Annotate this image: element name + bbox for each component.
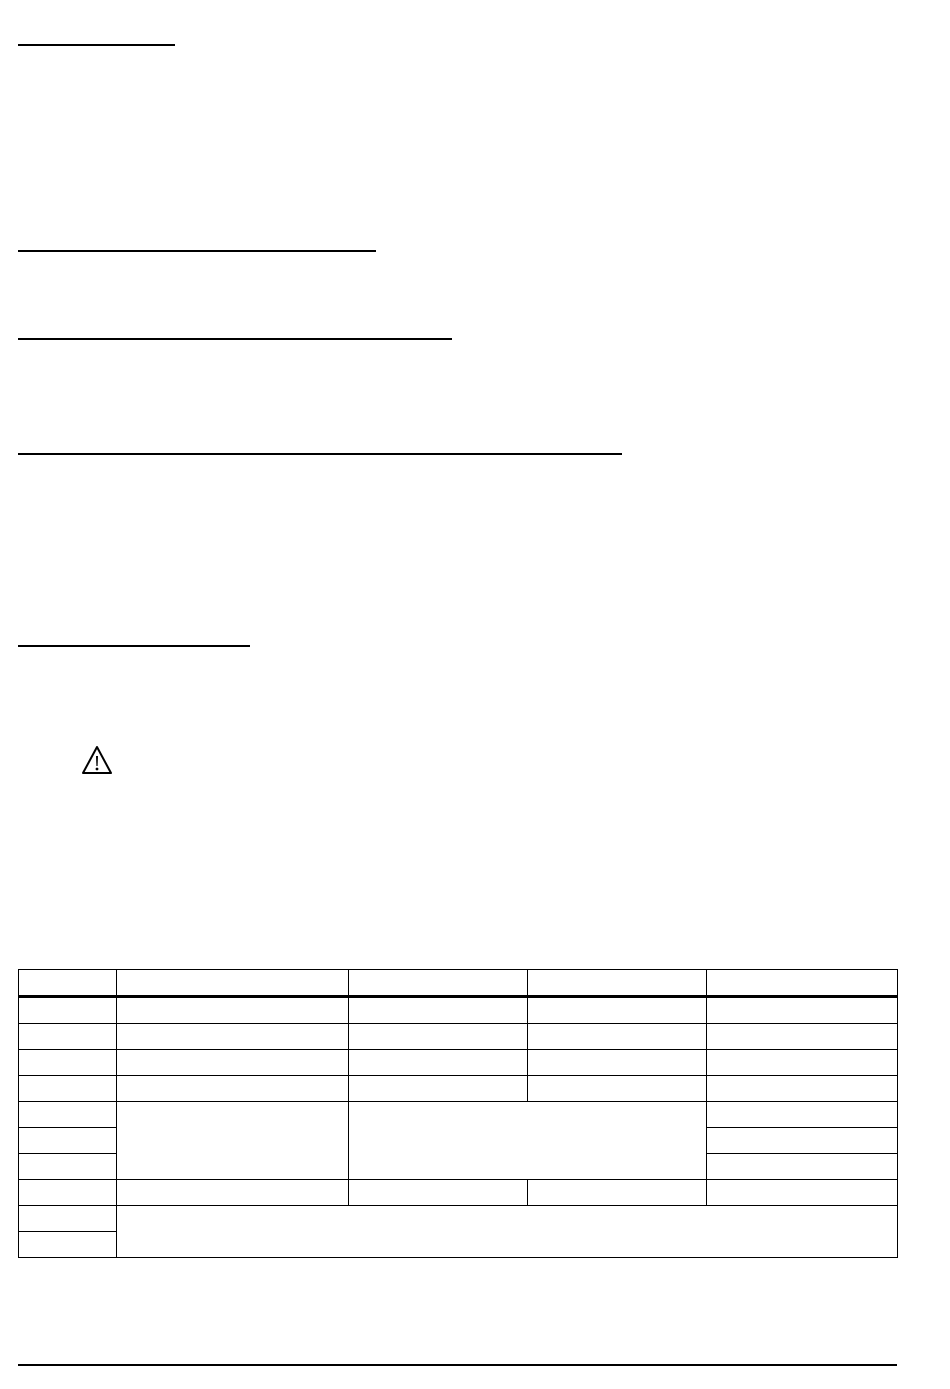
table-cell — [528, 1076, 707, 1102]
table-cell — [707, 1102, 898, 1128]
data-table — [18, 969, 898, 1258]
table-row — [19, 1024, 898, 1050]
section-heading-underline-2 — [18, 250, 376, 252]
table-cell — [19, 1128, 117, 1154]
table-cell — [19, 1024, 117, 1050]
table-row — [19, 1180, 898, 1206]
table-cell — [528, 997, 707, 1024]
table-cell — [349, 997, 528, 1024]
table-cell — [117, 1050, 349, 1076]
table-cell — [19, 1232, 117, 1258]
table-cell — [707, 1180, 898, 1206]
table-header-cell — [117, 970, 349, 997]
table-cell — [707, 997, 898, 1024]
table-row — [19, 1050, 898, 1076]
table-merged-cell — [117, 1206, 898, 1258]
table-cell — [19, 1180, 117, 1206]
table-header-row — [19, 970, 898, 997]
table-cell — [528, 1024, 707, 1050]
table-header-cell — [528, 970, 707, 997]
table-row — [19, 997, 898, 1024]
section-heading-underline-4 — [18, 453, 622, 455]
section-heading-underline-1 — [18, 44, 175, 46]
table-cell — [707, 1024, 898, 1050]
table-cell — [19, 1076, 117, 1102]
table-cell — [19, 1206, 117, 1232]
table-cell — [528, 1180, 707, 1206]
table-cell — [707, 1050, 898, 1076]
table-merged-cell — [117, 1102, 349, 1180]
table-cell — [19, 1154, 117, 1180]
table-header-cell — [19, 970, 117, 997]
footer-rule — [18, 1364, 897, 1366]
table-cell — [707, 1128, 898, 1154]
table-cell — [349, 1050, 528, 1076]
table-cell — [19, 1050, 117, 1076]
table-cell — [117, 1076, 349, 1102]
warning-triangle-icon — [80, 744, 114, 776]
table-header-cell — [349, 970, 528, 997]
section-heading-underline-5 — [18, 645, 250, 647]
table-cell — [528, 1050, 707, 1076]
table-cell — [19, 1102, 117, 1128]
table-cell — [19, 997, 117, 1024]
table-row — [19, 1102, 898, 1128]
table-cell — [117, 1180, 349, 1206]
table-cell — [707, 1076, 898, 1102]
table-cell — [349, 1076, 528, 1102]
table-cell — [349, 1180, 528, 1206]
table-row — [19, 1076, 898, 1102]
table-cell — [707, 1154, 898, 1180]
table-header-cell — [707, 970, 898, 997]
table-cell — [117, 1024, 349, 1050]
table-cell — [349, 1024, 528, 1050]
table-merged-cell — [349, 1102, 707, 1180]
table-row — [19, 1206, 898, 1232]
table-cell — [117, 997, 349, 1024]
section-heading-underline-3 — [18, 338, 452, 340]
